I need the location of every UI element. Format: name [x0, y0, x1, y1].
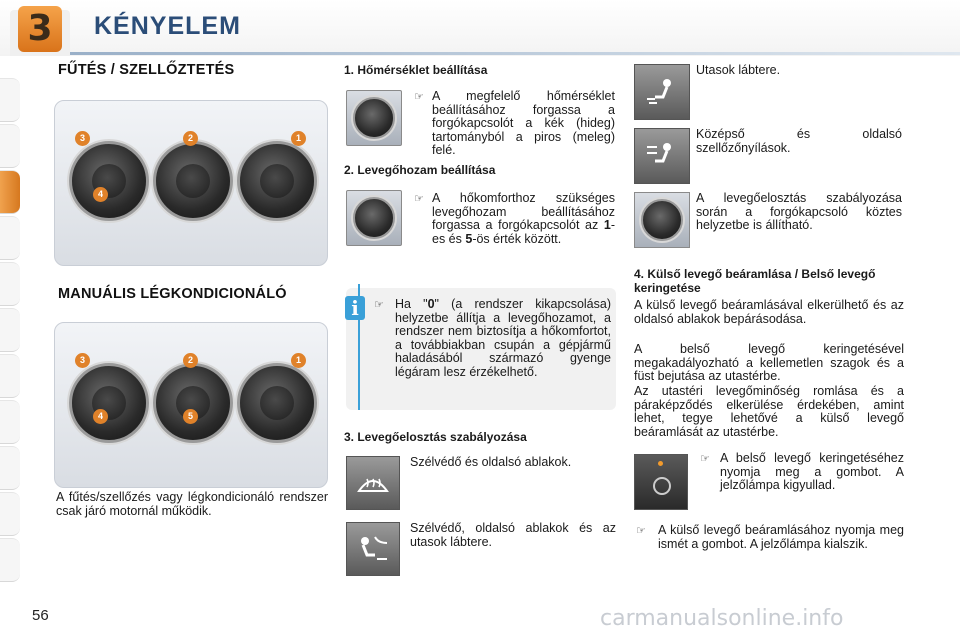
windscreen-defrost-icon: [357, 469, 389, 497]
side-tab-9[interactable]: [0, 446, 20, 490]
hand-pointer-icon: ☞: [414, 90, 424, 103]
callout-badge: 1: [291, 131, 306, 146]
callout-badge: 4: [93, 409, 108, 424]
callout-badge: 5: [183, 409, 198, 424]
hand-pointer-icon: ☞: [636, 524, 646, 537]
face-airflow-icon: [645, 141, 679, 171]
side-tab-2[interactable]: [0, 124, 20, 168]
knob-thumb: [353, 97, 395, 139]
hand-pointer-icon: ☞: [374, 298, 384, 311]
callout-badge: 2: [183, 131, 198, 146]
heating-control-panel: [54, 100, 328, 266]
chapter-title: KÉNYELEM: [94, 12, 241, 40]
airflow-instruction: [432, 192, 615, 246]
temperature-instruction: A megfelelő hőmérséklet beállításához forgassa a forgókapcsolót a kék (hideg) tartományból a piros (meleg) felé.: [432, 89, 615, 158]
distribution-knob: [69, 141, 149, 221]
feet-vent-icon: [634, 64, 690, 120]
info-text-part: Ha ": [395, 297, 428, 311]
knob-center: [260, 386, 294, 420]
callout-badge: 3: [75, 131, 90, 146]
callout-badge: 2: [183, 353, 198, 368]
recirculation-icon: [653, 477, 671, 495]
side-tab-4[interactable]: [0, 216, 20, 260]
header-rule: [70, 52, 960, 55]
airflow-knob: [153, 363, 233, 443]
section-title-heating: FŰTÉS / SZELLŐZTETÉS: [58, 62, 235, 78]
recirc-button-image: [634, 454, 688, 510]
distribution-windscreen-feet: Szélvédő, oldalsó ablakok és az utasok lábtere.: [410, 521, 616, 549]
callout-badge: 3: [75, 353, 90, 368]
distribution-knob-image: [634, 192, 690, 248]
info-icon: i: [345, 296, 365, 320]
callout-badge: 1: [291, 353, 306, 368]
outside-air-instruction: A külső levegő beáramlásához nyomja meg ismét a gombot. A jelzőlámpa kialszik.: [658, 523, 904, 551]
distribution-knob: [69, 363, 149, 443]
airflow-value-min: 1: [603, 218, 611, 233]
hand-pointer-icon: ☞: [700, 452, 710, 465]
distribution-face: Középső és oldalsó szellőzőnyílások.: [696, 127, 902, 155]
recirc-paragraph-2: A belső levegő keringetésével megakadályozható a kellemetlen szagok és a füst bejutása az utastérbe.: [634, 342, 904, 384]
side-tab-active[interactable]: [0, 170, 20, 214]
temperature-knob-image: [346, 90, 402, 146]
knob-thumb: [353, 197, 395, 239]
page-number: 56: [32, 607, 49, 624]
windscreen-feet-icon: [346, 522, 400, 576]
face-vent-icon: [634, 128, 690, 184]
section-title-ac: MANUÁLIS LÉGKONDICIONÁLÓ: [58, 286, 287, 302]
recirc-paragraph-3: Az utastéri levegőminőség romlása és a páraképződés elkerülése érdekében, amint lehet, tegye lehetővé a külső levegő beáramlását az utastérbe.: [634, 384, 904, 439]
side-tab-7[interactable]: [0, 354, 20, 398]
side-tab-10[interactable]: [0, 492, 20, 536]
airflow-text: -ös érték között.: [472, 231, 562, 246]
recirc-instruction: A belső levegő keringetéséhez nyomja meg a gombot. A jelzőlámpa kigyullad.: [720, 451, 904, 493]
watermark: carmanualsonline.info: [600, 606, 844, 631]
ac-control-panel: [54, 322, 328, 488]
airflow-knob-image: [346, 190, 402, 246]
knob-thumb: [641, 199, 683, 241]
heading-distribution: 3. Levegőelosztás szabályozása: [344, 430, 527, 444]
heading-airflow: 2. Levegőhozam beállítása: [344, 163, 496, 177]
knob-center: [260, 164, 294, 198]
temperature-knob: [237, 141, 317, 221]
info-zero-value: 0: [427, 297, 435, 311]
temperature-knob: [237, 363, 317, 443]
recirc-paragraph-1: A külső levegő beáramlásával elkerülhető és az oldalsó ablakok bepárásodása.: [634, 298, 904, 326]
info-text: [395, 298, 611, 380]
side-tab-11[interactable]: [0, 538, 20, 582]
callout-badge: 4: [93, 187, 108, 202]
side-tab-5[interactable]: [0, 262, 20, 306]
side-tab-8[interactable]: [0, 400, 20, 444]
heading-recirculation: 4. Külső levegő beáramlása / Belső levegő keringetése: [634, 267, 876, 295]
knob-center: [176, 164, 210, 198]
feet-airflow-icon: [645, 77, 679, 107]
side-tab-6[interactable]: [0, 308, 20, 352]
windscreen-icon: [346, 456, 400, 510]
airflow-text: -es és: [432, 218, 615, 246]
airflow-value-max: 5: [465, 231, 473, 246]
chapter-number: 3: [18, 6, 62, 52]
distribution-intermediate: A levegőelosztás szabályozása során a forgókapcsoló köztes helyzetbe is állítható.: [696, 191, 902, 233]
hand-pointer-icon: ☞: [414, 192, 424, 205]
info-text-part: " (a rendszer kikapcsolása) helyzetbe állítja a levegőhozamot, a rendszer nem biztosítja a hőkomfortot, a továbbiakban csupán a gépjármű haladásából származó gyenge légáram lesz érzékelhető.: [395, 297, 611, 379]
windscreen-feet-vent-icon: [355, 533, 391, 565]
airflow-text: A hőkomforthoz szükséges levegőhozam beállításához forgassa a forgókapcsolót az: [432, 191, 615, 233]
heading-temperature: 1. Hőmérséklet beállítása: [344, 63, 488, 77]
indicator-lamp-icon: [658, 461, 663, 466]
distribution-feet: Utasok lábtere.: [696, 63, 781, 77]
airflow-knob: [153, 141, 233, 221]
distribution-windscreen: Szélvédő és oldalsó ablakok.: [410, 455, 572, 469]
engine-running-note: A fűtés/szellőzés vagy légkondicionáló rendszer csak járó motornál működik.: [56, 490, 328, 518]
side-tab-1[interactable]: [0, 78, 20, 122]
